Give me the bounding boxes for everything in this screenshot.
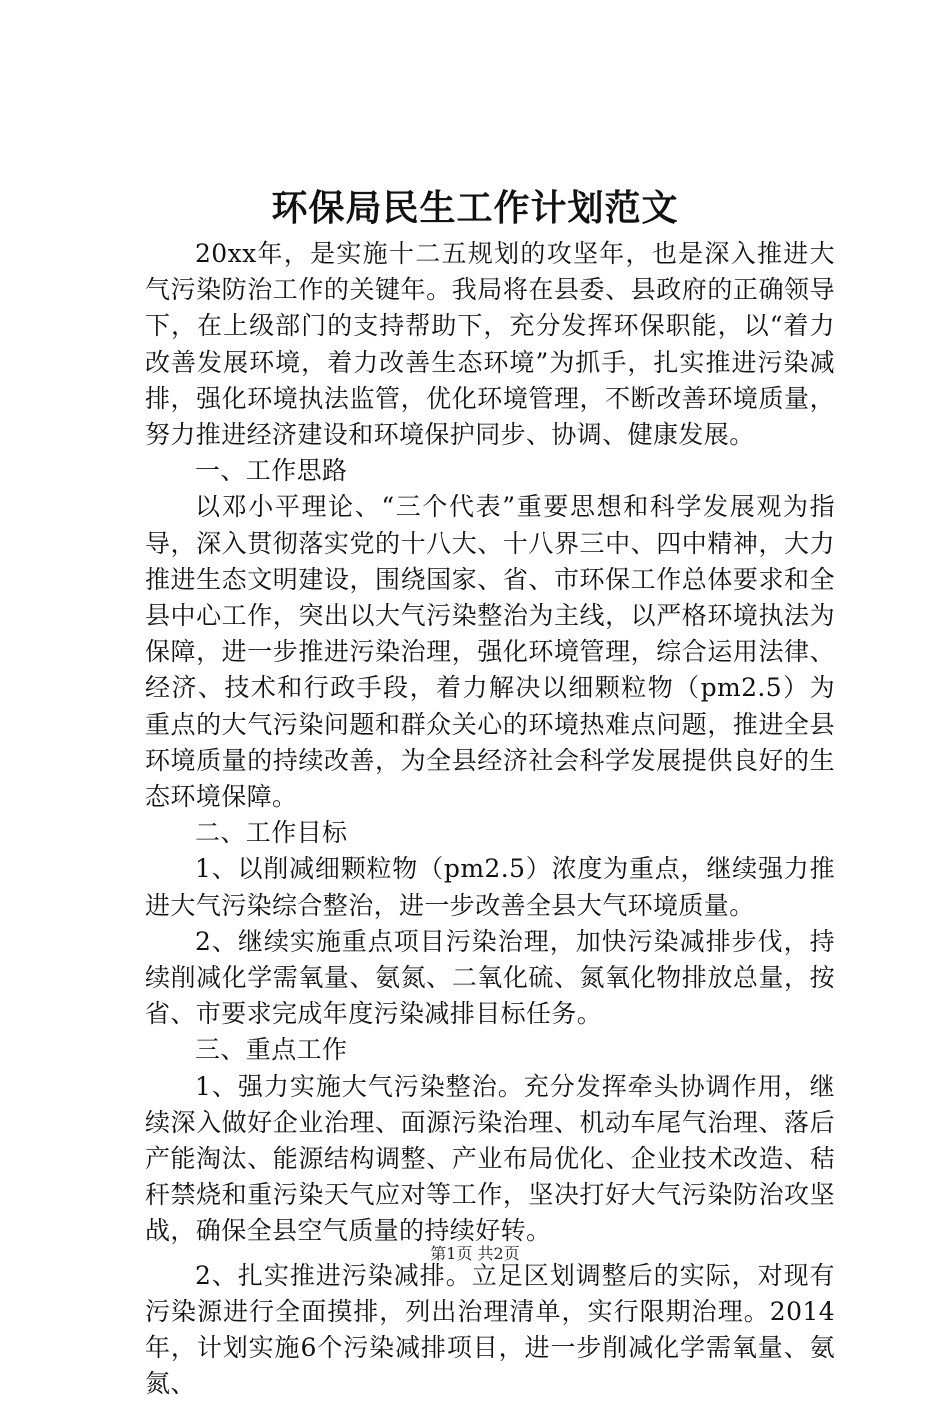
section-heading-work-goals: 二、工作目标 — [195, 818, 348, 848]
page-number-footer: 第1页 共2页 — [430, 1244, 520, 1263]
intro-paragraph: 20xx年，是实施十二五规划的攻坚年，也是深入推进大气污染防治工作的关键年。我局将在县委、县政府的正确领导下，在上级部门的支持帮助下，充分发挥环保职能，以“着力改善发展环境，着力改善生态环境”为抓手，扎实推进污染减排，强化环境执法监管，优化环境管理，不断改善环境质量，努力推进经济建设和环境保护同步、协调、健康发展。 — [145, 239, 835, 450]
goal-item-2: 2、继续实施重点项目污染治理，加快污染减排步伐，持续削减化学需氧量、氨氮、二氧化硫、氮氧化物排放总量，按省、市要求完成年度污染减排目标任务。 — [145, 926, 835, 1029]
document-title: 环保局民生工作计划范文 — [271, 187, 679, 229]
section-heading-work-approach: 一、工作思路 — [195, 456, 348, 486]
goal-item-1: 1、以削减细颗粒物（pm2.5）浓度为重点，继续强力推进大气污染综合整治，进一步改善全县大气环境质量。 — [145, 854, 835, 920]
work-approach-paragraph: 以邓小平理论、“三个代表”重要思想和科学发展观为指导，深入贯彻落实党的十八大、十八界三中、四中精神，大力推进生态文明建设，围绕国家、省、市环保工作总体要求和全县中心工作，突出以大气污染整治为主线，以严格环境执法为保障，进一步推进污染治理，强化环境管理，综合运用法律、经济、技术和行政手段，着力解决以细颗粒物（pm2.5）为重点的大气污染问题和群众关心的环境热难点问题，推进全县环境质量的持续改善，为全县经济社会科学发展提供良好的生态环境保障。 — [145, 492, 835, 812]
key-task-item-2: 2、扎实推进污染减排。立足区划调整后的实际，对现有污染源进行全面摸排，列出治理清单，实行限期治理。2014年，计划实施6个污染减排项目，进一步削减化学需氧量、氨氮、 — [145, 1260, 835, 1399]
key-task-item-1: 1、强力实施大气污染整治。充分发挥牵头协调作用，继续深入做好企业治理、面源污染治理、机动车尾气治理、落后产能淘汰、能源结构调整、产业布局优化、企业技术改造、秸秆禁烧和重污染天气应对等工作，坚决打好大气污染防治攻坚战，确保全县空气质量的持续好转。 — [145, 1071, 835, 1246]
document-body — [145, 236, 835, 1403]
section-heading-key-tasks: 三、重点工作 — [195, 1035, 348, 1065]
